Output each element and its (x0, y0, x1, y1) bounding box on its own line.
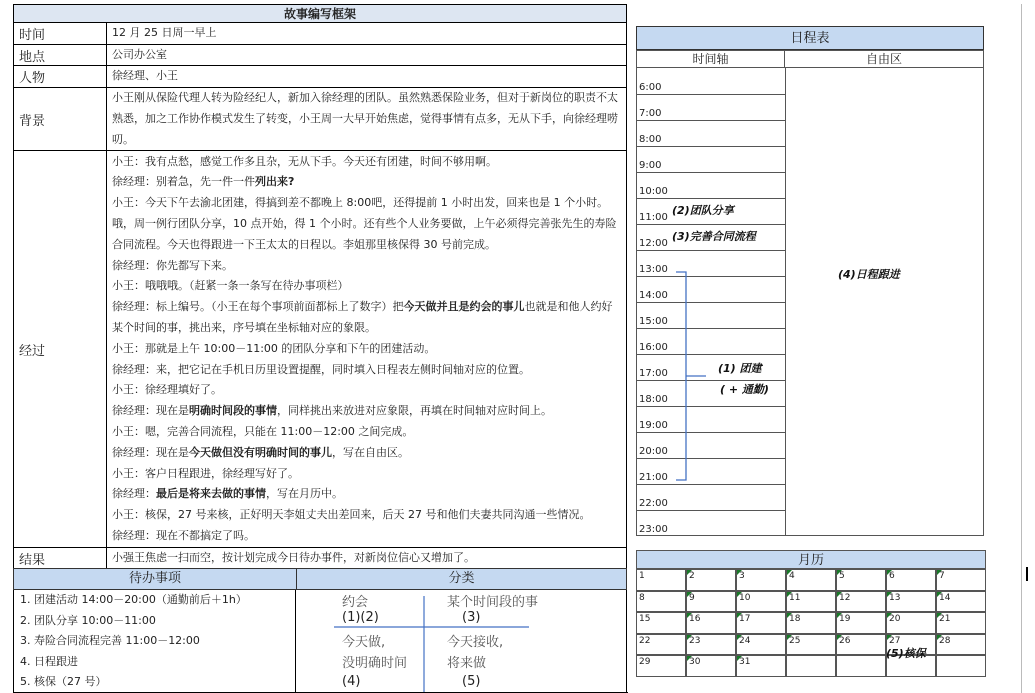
calendar-day-number: 21 (939, 614, 951, 625)
q1-items: (1)(2) (342, 610, 379, 625)
calendar-day-number: 10 (739, 592, 751, 603)
note-contract: (3)完善合同流程 (672, 230, 756, 243)
todo-item: 4. 日程跟进 (20, 654, 78, 668)
background-value: 小王刚从保险代理人转为险经纪人，新加入徐经理的团队。虽然熟悉保险业务，但对于新岗位的职责不太熟悉，加之工作协作模式发生了转变，小王周一大早开始焦虑，觉得事情有点多，无从下手，向徐经理唠叨。 (107, 88, 627, 151)
calendar-day (836, 634, 886, 656)
calendar-day-number: 31 (739, 657, 751, 668)
timeline-hour: 12:00 (639, 238, 668, 249)
timeline-hour: 17:00 (639, 368, 668, 379)
timeline-hour: 7:00 (639, 108, 662, 119)
calendar-day (936, 569, 986, 591)
timeline-hour: 20:00 (639, 446, 668, 457)
timeline-header: 时间轴 (637, 51, 785, 68)
calendar-day-number: 20 (889, 614, 901, 625)
q3-title-2: 没明确时间 (342, 656, 408, 671)
timeline-hour: 9:00 (639, 160, 662, 171)
timeline-hour: 13:00 (639, 264, 668, 275)
timeline-hour: 19:00 (639, 420, 668, 431)
classify-header: 分类 (296, 568, 627, 590)
dialogue-line: 小王：今天下午去渝北团建，得搞到差不都晚上 8:00吧，还得提前 1 小时出发，回来也是 1 个小时。哦，周一例行团队分享，10 点开始，得 1 个小时。还有些个人业务要做，上午必须得完善张先生的寿险合同流程。今天也得跟进一下王太太的日程以。李姐那里核保得 30 号前完成。 (112, 196, 617, 251)
q2-title: 某个时间段的事 (447, 595, 539, 610)
dialogue-line: 小王：嗯，完善合同流程，只能在 11:00－12:00 之间完成。 (112, 425, 414, 438)
people-value: 徐经理、小王 (107, 66, 627, 88)
dialogue-line: 徐经理：最后是将来去做的事情，写在月历中。 (112, 487, 343, 501)
calendar-day-number: 14 (939, 592, 951, 603)
calendar-day (736, 634, 786, 656)
todo-list (13, 590, 296, 693)
calendar-day (886, 591, 936, 613)
dialogue-line: 徐经理：现在不都搞定了吗。 (112, 528, 255, 542)
timeline-hour: 10:00 (639, 186, 668, 197)
dialogue-line: 徐经理：来，把它记在手机日历里设置提醒，同时填入日程表左侧时间轴对应的位置。 (112, 362, 530, 376)
calendar-day (786, 612, 836, 634)
todo-item: 5. 核保（27 号） (20, 675, 107, 688)
dialogue-cell (107, 151, 627, 548)
calendar-day (636, 655, 686, 677)
dialogue-line: 小王：那就是上午 10:00－11:00 的团队分享和下午的团建活动。 (112, 341, 436, 355)
timeline-hour: 8:00 (639, 134, 662, 145)
calendar-day (836, 612, 886, 634)
calendar-day-number: 1 (639, 571, 645, 581)
place-label: 地点 (14, 44, 107, 66)
calendar-day-number: 27 (889, 635, 901, 646)
free-zone-header: 自由区 (785, 51, 983, 68)
q2-items: (3) (462, 610, 481, 625)
q4-items: (5) (462, 674, 481, 689)
calendar-day (636, 591, 686, 613)
calendar-day-number: 28 (939, 635, 951, 646)
calendar-day (636, 612, 686, 634)
time-label: 时间 (14, 23, 107, 45)
q4-title-2: 将来做 (447, 656, 487, 671)
team-building-bracket (672, 268, 712, 484)
note-underwriting: (5)核保 (886, 647, 926, 660)
calendar-day-number: 6 (889, 571, 895, 581)
calendar-day (686, 569, 736, 591)
calendar-day-number: 4 (789, 571, 795, 581)
calendar-day-number: 23 (689, 635, 701, 646)
calendar-day (886, 569, 936, 591)
calendar-empty-cell (936, 655, 986, 677)
q4-title-1: 今天接收, (447, 635, 504, 650)
timeline-hour: 21:00 (639, 472, 668, 483)
calendar-day-number: 29 (639, 657, 651, 668)
timeline-hour: 15:00 (639, 316, 668, 327)
calendar-day (836, 569, 886, 591)
q3-items: (4) (342, 674, 361, 689)
calendar-grid (636, 569, 986, 677)
timeline-slot (637, 120, 785, 147)
dialogue-line: 小王：徐经理填好了。 (112, 383, 222, 397)
calendar-day-number: 11 (789, 592, 801, 603)
classify-quadrant (296, 590, 627, 693)
calendar-day-number: 19 (839, 614, 851, 625)
framework-table (13, 4, 627, 570)
calendar-day-number: 15 (639, 614, 651, 625)
calendar-empty-cell (836, 655, 886, 677)
dialogue-line: 徐经理：别着急，先一件一件列出来? (112, 175, 295, 189)
calendar-day-number: 22 (639, 635, 651, 646)
calendar-day (736, 612, 786, 634)
calendar-day (686, 634, 736, 656)
timeline-hour: 14:00 (639, 290, 668, 301)
framework-title: 故事编写框架 (14, 5, 627, 23)
dialogue-line: 小王：客户日程跟进，徐经理写好了。 (112, 466, 299, 480)
timeline-hour: 11:00 (639, 212, 668, 223)
calendar-day (686, 655, 736, 677)
calendar-empty-cell (786, 655, 836, 677)
timeline-hour: 23:00 (639, 524, 668, 535)
calendar-day-number: 5 (839, 571, 845, 581)
calendar-day-number: 16 (689, 614, 701, 625)
timeline-slot (637, 68, 785, 95)
calendar-day (786, 569, 836, 591)
note-schedule-follow: (4)日程跟进 (838, 268, 900, 281)
timeline-slot (637, 94, 785, 121)
timeline-hour: 6:00 (639, 82, 662, 93)
column-divider (785, 68, 786, 535)
calendar-day-number: 12 (839, 592, 851, 603)
result-label: 结果 (14, 548, 107, 570)
calendar-day (936, 612, 986, 634)
calendar-day (636, 634, 686, 656)
calendar-day-number: 26 (839, 635, 851, 646)
note-commute: ( + 通勤) (720, 383, 769, 396)
calendar-day (936, 634, 986, 656)
timeline-hour: 16:00 (639, 342, 668, 353)
calendar-day-number: 24 (739, 635, 751, 646)
note-team-share: (2)团队分享 (672, 204, 734, 217)
calendar-day (936, 591, 986, 613)
calendar-day (886, 612, 936, 634)
calendar-day (786, 591, 836, 613)
note-team-building: (1) 团建 (718, 362, 762, 375)
calendar-day-number: 30 (689, 657, 701, 668)
calendar-day-number: 2 (689, 571, 695, 581)
place-value: 公司办公室 (107, 44, 627, 66)
story-framework (13, 4, 627, 570)
timeline-slot (637, 172, 785, 199)
calendar-day (686, 612, 736, 634)
calendar-day (786, 634, 836, 656)
calendar-day (736, 569, 786, 591)
calendar-day-number: 3 (739, 571, 745, 581)
calendar-day (736, 655, 786, 677)
calendar-day (686, 591, 736, 613)
timeline-slot (637, 484, 785, 511)
process-label: 经过 (14, 151, 107, 548)
people-label: 人物 (14, 66, 107, 88)
right-guide (1021, 4, 1022, 693)
todo-item: 2. 团队分享 10:00－11:00 (20, 613, 156, 627)
calendar-day-number: 17 (739, 614, 751, 625)
time-value: 12 月 25 日周一早上 (107, 23, 627, 45)
timeline-hour: 22:00 (639, 498, 668, 509)
calendar-title: 月历 (636, 550, 986, 569)
timeline-slot (637, 510, 785, 536)
todo-item: 1. 团建活动 14:00－20:00（通勤前后＋1h） (20, 593, 247, 606)
calendar-day-number: 7 (939, 571, 945, 581)
calendar-day (636, 569, 686, 591)
background-label: 背景 (14, 88, 107, 151)
calendar-day (836, 591, 886, 613)
dialogue-line: 徐经理：现在是今天做但没有明确时间的事儿，写在自由区。 (112, 445, 409, 459)
calendar-day-number: 13 (889, 592, 901, 603)
todo-header: 待办事项 (13, 568, 297, 590)
dialogue-line: 小王：核保，27 号来核，正好明天李姐丈夫出差回来，后天 27 号和他们夫妻共同沟通一些情况。 (112, 508, 591, 522)
dialogue-line: 徐经理：现在是明确时间段的事情，同样挑出来放进对应象限，再填在时间轴对应时间上。 (112, 404, 552, 418)
calendar-day-number: 8 (639, 592, 645, 603)
dialogue-line: 徐经理：你先都写下来。 (112, 258, 233, 272)
q3-title-1: 今天做, (342, 635, 386, 650)
timeline-slot (637, 146, 785, 173)
dialogue-line: 小王：哦哦哦。（赶紧一条一条写在待办事项栏） (112, 279, 349, 293)
timeline-hour: 18:00 (639, 394, 668, 405)
q1-title: 约会 (342, 595, 369, 610)
calendar-day-number: 25 (789, 635, 801, 646)
text-cursor (1026, 567, 1028, 581)
result-value: 小强王焦虑一扫而空，按计划完成今日待办事件，对新岗位信心又增加了。 (107, 548, 627, 570)
calendar-day-number: 9 (689, 592, 695, 603)
todo-item: 3. 寿险合同流程完善 11:00－12:00 (20, 634, 200, 647)
dialogue-line: 徐经理：标上编号。（小王在每个事项前面都标上了数字）把今天做并且是约会的事儿也就是和他人约好某个时间的事，挑出来，序号填在坐标轴对应的象限。 (112, 300, 613, 335)
dialogue-line: 小王：我有点愁，感觉工作多且杂，无从下手。今天还有团建，时间不够用啊。 (112, 154, 497, 168)
schedule-title: 日程表 (636, 26, 984, 50)
calendar-day-number: 18 (789, 614, 801, 625)
calendar-day (736, 591, 786, 613)
